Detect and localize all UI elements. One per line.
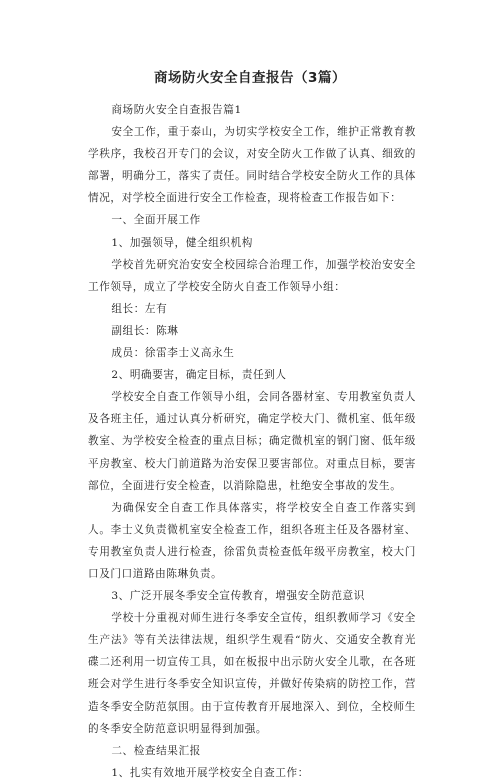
document-title: 商场防火安全自查报告（3篇） bbox=[154, 70, 346, 86]
body-paragraph: 为确保安全自查工作具体落实，将学校安全自查工作落实到人。李士义负责微机室安全检查工作，组织各班主任及各器材室、专用教室负责人进行检查，徐雷负责检查低年级平房教室，校大门口及门口道路由陈琳负责。 bbox=[88, 501, 416, 580]
body-paragraph: 学校安全自查工作领导小组，会同各器材室、专用教室负责人及各班主任，通过认真分析研究，确定学校大门、微机室、低年级教室、为学校安全检查的重点目标；确定微机室的钢门窗、低年级平房教室、校大门前道路为治安保卫要害部位。对重点目标，要害部位，全面进行安全检查，以消除隐患，杜绝安全事故的发生。 bbox=[88, 391, 416, 492]
deputy-leader-line: 副组长：陈琳 bbox=[111, 324, 179, 337]
section-heading: 一、全面开展工作 bbox=[111, 214, 201, 227]
subsection-heading: 3、广泛开展冬季安全宣传教育，增强安全防范意识 bbox=[111, 590, 365, 603]
subsection-heading: 1、加强领导，健全组织机构 bbox=[111, 236, 253, 249]
body-paragraph: 学校首先研究治安安全校园综合治理工作，加强学校治安安全工作领导，成立了学校安全防火自查工作领导小组： bbox=[88, 258, 416, 293]
subsection-heading: 1、扎实有效地开展学校安全自查工作： bbox=[111, 766, 309, 779]
section-heading: 商场防火安全自查报告篇1 bbox=[111, 104, 242, 116]
leader-line: 组长：左有 bbox=[111, 302, 168, 315]
document-body bbox=[88, 99, 416, 784]
body-paragraph: 学校十分重视对师生进行冬季安全宣传，组织教师学习《安全生产法》等有关法律法规，组织学生观看“防火、交通安全教育光碟二还利用一切宣传工具，如在板报中出示防火安全儿歌，在各班班会对学生进行冬季安全知识宣传，并做好传染病的防控工作，营造冬季安全防范氛围。由于宣传教育开展地深入、到位，全校师生的冬季安全防范意识明显得到加强。 bbox=[88, 612, 416, 735]
section-heading: 二、检查结果汇报 bbox=[111, 744, 201, 757]
subsection-heading: 2、明确要害，确定目标，责任到人 bbox=[111, 369, 287, 382]
members-line: 成员：徐雷李士义高永生 bbox=[111, 347, 235, 360]
body-paragraph: 安全工作，重于泰山，为切实学校安全工作，维护正常教育教学秩序，我校召开专门的会议，对安全防火工作做了认真、细致的部署，明确分工，落实了责任。同时结合学校安全防火工作的具体情况，对学校全面进行安全工作检查，现将检查工作报告如下： bbox=[88, 126, 416, 205]
